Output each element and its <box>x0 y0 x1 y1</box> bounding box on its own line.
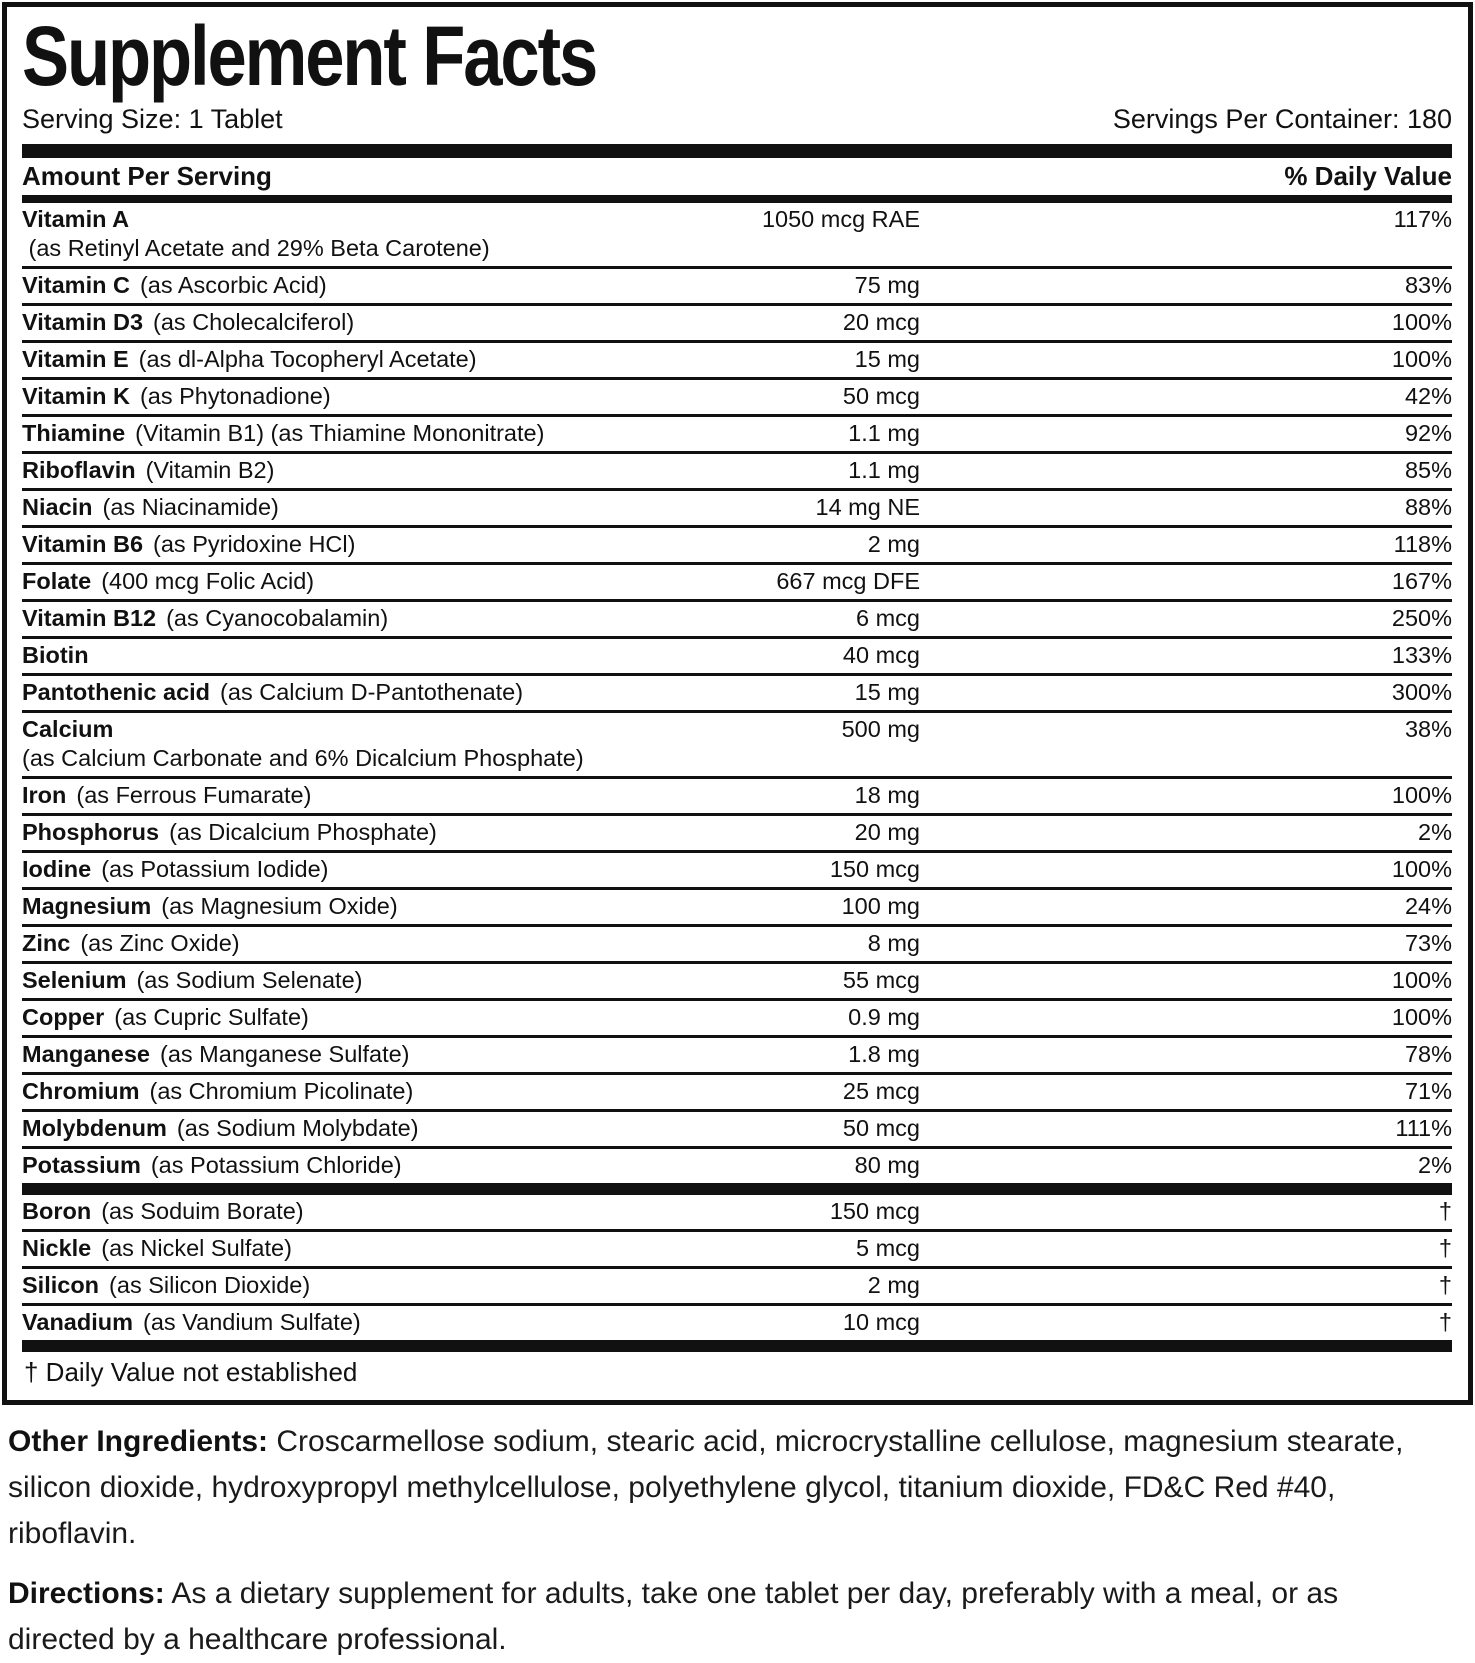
nutrient-name: Vitamin A <box>22 206 130 232</box>
nutrient-daily-value: † <box>1438 1272 1452 1298</box>
nutrient-detail: (as Cyanocobalamin) <box>166 605 389 631</box>
daily-value-header: % Daily Value <box>1284 161 1452 191</box>
nutrient-detail: (400 mcg Folic Acid) <box>101 568 315 594</box>
nutrient-name: Zinc <box>22 930 71 956</box>
nutrient-name: Manganese <box>22 1041 150 1067</box>
nutrient-amount: 15 mg <box>854 346 920 372</box>
nutrient-detail: (as Cholecalciferol) <box>153 309 355 335</box>
nutrient-amount: 667 mcg DFE <box>776 568 920 594</box>
other-ingredients-label: Other Ingredients: <box>8 1425 269 1458</box>
nutrient-name: Folate <box>22 568 92 594</box>
nutrient-detail: (as Cupric Sulfate) <box>114 1004 309 1030</box>
nutrient-name: Molybdenum <box>22 1115 167 1141</box>
nutrient-amount: 14 mg NE <box>815 494 920 520</box>
divider-bar-medium <box>22 195 1452 203</box>
nutrient-daily-value: 100% <box>1391 967 1452 993</box>
nutrient-detail: (as Dicalcium Phosphate) <box>169 819 437 845</box>
nutrient-daily-value: 83% <box>1404 272 1452 298</box>
nutrient-daily-value: 2% <box>1418 1152 1452 1178</box>
nutrient-daily-value: 73% <box>1404 930 1452 956</box>
nutrient-row <box>22 1303 1452 1340</box>
nutrient-amount: 1.1 mg <box>848 457 920 483</box>
nutrient-amount: 25 mcg <box>842 1078 920 1104</box>
nutrient-row <box>22 961 1452 998</box>
nutrient-amount: 18 mg <box>854 782 920 808</box>
nutrient-name: Silicon <box>22 1272 100 1298</box>
nutrient-name: Pantothenic acid <box>22 679 211 705</box>
nutrient-amount: 8 mg <box>867 930 920 956</box>
nutrient-daily-value: 38% <box>1404 716 1452 742</box>
nutrient-amount: 6 mcg <box>856 605 920 631</box>
nutrient-row <box>22 813 1452 850</box>
nutrient-row <box>22 850 1452 887</box>
nutrient-detail: (as Calcium D-Pantothenate) <box>220 679 524 705</box>
nutrient-amount: 20 mg <box>854 819 920 845</box>
nutrient-detail: (as Soduim Borate) <box>101 1198 304 1224</box>
nutrient-detail: (as Pyridoxine HCl) <box>153 531 356 557</box>
nutrient-detail: (as Sodium Selenate) <box>136 967 363 993</box>
nutrient-daily-value: 42% <box>1404 383 1452 409</box>
nutrient-name: Chromium <box>22 1078 140 1104</box>
nutrient-daily-value: † <box>1438 1198 1452 1224</box>
nutrient-daily-value: 300% <box>1391 679 1452 705</box>
nutrient-detail: (as dl-Alpha Tocopheryl Acetate) <box>138 346 477 372</box>
nutrient-name: Boron <box>22 1198 92 1224</box>
nutrient-rows-main <box>22 203 1452 1183</box>
nutrient-row <box>22 1035 1452 1072</box>
nutrient-daily-value: 133% <box>1391 642 1452 668</box>
nutrient-amount: 40 mcg <box>842 642 920 668</box>
serving-info <box>22 97 1452 144</box>
nutrient-name: Selenium <box>22 967 127 993</box>
nutrient-detail: (as Vandium Sulfate) <box>143 1309 361 1335</box>
nutrient-name: Vitamin K <box>22 383 130 409</box>
nutrient-daily-value: 111% <box>1395 1115 1452 1141</box>
nutrient-detail: (as Magnesium Oxide) <box>161 893 398 919</box>
nutrient-amount: 10 mcg <box>842 1309 920 1335</box>
nutrient-name: Vitamin B12 <box>22 605 157 631</box>
nutrient-row <box>22 525 1452 562</box>
nutrient-daily-value: 100% <box>1391 1004 1452 1030</box>
nutrient-name: Calcium <box>22 716 114 742</box>
nutrient-amount: 100 mg <box>841 893 920 919</box>
nutrient-name: Phosphorus <box>22 819 160 845</box>
directions-label: Directions: <box>8 1577 165 1610</box>
nutrient-amount: 2 mg <box>867 1272 920 1298</box>
nutrient-row <box>22 1266 1452 1303</box>
nutrient-row <box>22 451 1452 488</box>
nutrient-row <box>22 887 1452 924</box>
nutrient-row <box>22 340 1452 377</box>
nutrient-row <box>22 414 1452 451</box>
nutrient-amount: 75 mg <box>854 272 920 298</box>
nutrient-name: Riboflavin <box>22 457 136 483</box>
nutrient-daily-value: 100% <box>1391 782 1452 808</box>
nutrient-daily-value: † <box>1438 1309 1452 1335</box>
nutrient-detail: (as Chromium Picolinate) <box>149 1078 414 1104</box>
directions-text: As a dietary supplement for adults, take one tablet per day, preferably with a meal, or as directed by a healthcare professional. <box>8 1577 1339 1656</box>
nutrient-detail: (as Nickel Sulfate) <box>101 1235 292 1261</box>
nutrient-rows-trace <box>22 1195 1452 1340</box>
nutrient-amount: 80 mg <box>854 1152 920 1178</box>
nutrient-amount: 1050 mcg RAE <box>761 206 920 232</box>
nutrient-name: Vitamin E <box>22 346 129 372</box>
nutrient-amount: 5 mcg <box>856 1235 920 1261</box>
nutrient-row <box>22 303 1452 340</box>
nutrient-daily-value: 118% <box>1393 531 1452 557</box>
nutrient-detail: (as Phytonadione) <box>139 383 331 409</box>
nutrient-name: Nickle <box>22 1235 92 1261</box>
page-title: Supplement Facts <box>22 9 597 103</box>
nutrient-amount: 50 mcg <box>842 383 920 409</box>
nutrient-row <box>22 673 1452 710</box>
nutrient-daily-value: 117% <box>1393 206 1452 232</box>
nutrient-amount: 0.9 mg <box>848 1004 920 1030</box>
other-ingredients-paragraph <box>8 1419 1409 1557</box>
nutrient-row <box>22 1072 1452 1109</box>
nutrient-sub-detail: (as Retinyl Acetate and 29% Beta Carotene) <box>22 235 490 261</box>
nutrient-name: Vitamin C <box>22 272 130 298</box>
nutrient-row <box>22 203 1452 266</box>
nutrient-detail: (as Potassium Chloride) <box>150 1152 402 1178</box>
other-ingredients-text: Croscarmellose sodium, stearic acid, microcrystalline cellulose, magnesium stearate, silicon dioxide, hydroxypropyl methylcellulose, polyethylene glycol, titanium dioxide, FD&C Red #40, riboflavin. <box>8 1425 1404 1550</box>
nutrient-name: Iron <box>22 782 67 808</box>
divider-bar-thick <box>22 144 1452 158</box>
nutrient-name: Iodine <box>22 856 92 882</box>
nutrient-detail: (as Ferrous Fumarate) <box>76 782 312 808</box>
nutrient-detail: (as Manganese Sulfate) <box>160 1041 410 1067</box>
nutrient-detail: (as Potassium Iodide) <box>101 856 329 882</box>
nutrient-detail: (as Silicon Dioxide) <box>109 1272 311 1298</box>
nutrient-name: Magnesium <box>22 893 152 919</box>
nutrient-row <box>22 266 1452 303</box>
nutrient-daily-value: 2% <box>1418 819 1452 845</box>
servings-per-container: Servings Per Container: 180 <box>1112 104 1452 134</box>
table-header <box>22 158 1452 195</box>
nutrient-row <box>22 636 1452 673</box>
nutrient-amount: 1.8 mg <box>848 1041 920 1067</box>
amount-per-serving-header: Amount Per Serving <box>22 161 272 191</box>
section-divider <box>22 1340 1452 1352</box>
nutrient-amount: 150 mcg <box>829 1198 920 1224</box>
nutrient-name: Copper <box>22 1004 105 1030</box>
daily-value-footnote: † Daily Value not established <box>24 1357 358 1387</box>
nutrient-row <box>22 488 1452 525</box>
nutrient-amount: 50 mcg <box>842 1115 920 1141</box>
nutrient-name: Vitamin B6 <box>22 531 144 557</box>
nutrient-name: Vanadium <box>22 1309 134 1335</box>
nutrient-row <box>22 924 1452 961</box>
nutrient-daily-value: 85% <box>1404 457 1452 483</box>
nutrient-row <box>22 1229 1452 1266</box>
nutrient-amount: 15 mg <box>854 679 920 705</box>
nutrient-daily-value: † <box>1438 1235 1452 1261</box>
nutrient-name: Thiamine <box>22 420 126 446</box>
nutrient-daily-value: 167% <box>1391 568 1452 594</box>
serving-size: Serving Size: 1 Tablet <box>22 104 283 134</box>
nutrient-row <box>22 710 1452 776</box>
nutrient-row <box>22 776 1452 813</box>
nutrient-daily-value: 92% <box>1404 420 1452 446</box>
nutrient-row <box>22 1146 1452 1183</box>
nutrient-amount: 2 mg <box>867 531 920 557</box>
nutrient-daily-value: 100% <box>1391 309 1452 335</box>
nutrient-amount: 55 mcg <box>842 967 920 993</box>
nutrient-daily-value: 250% <box>1391 605 1452 631</box>
supplement-facts-panel <box>2 2 1473 1405</box>
nutrient-detail: (Vitamin B2) <box>145 457 275 483</box>
nutrient-daily-value: 78% <box>1404 1041 1452 1067</box>
section-divider <box>22 1183 1452 1195</box>
nutrient-row <box>22 1195 1452 1229</box>
nutrient-row <box>22 562 1452 599</box>
nutrient-detail: (Vitamin B1) (as Thiamine Mononitrate) <box>135 420 545 446</box>
nutrient-detail: (as Sodium Molybdate) <box>176 1115 419 1141</box>
nutrient-amount: 20 mcg <box>842 309 920 335</box>
nutrient-name: Vitamin D3 <box>22 309 144 335</box>
nutrient-row <box>22 599 1452 636</box>
nutrient-daily-value: 100% <box>1391 346 1452 372</box>
directions-paragraph <box>8 1571 1409 1663</box>
nutrient-detail: (as Zinc Oxide) <box>80 930 240 956</box>
nutrient-row <box>22 377 1452 414</box>
nutrient-amount: 1.1 mg <box>848 420 920 446</box>
nutrient-amount: 150 mcg <box>829 856 920 882</box>
nutrient-name: Niacin <box>22 494 93 520</box>
nutrient-daily-value: 100% <box>1391 856 1452 882</box>
nutrient-sub-detail: (as Calcium Carbonate and 6% Dicalcium Phosphate) <box>22 745 584 771</box>
nutrient-daily-value: 71% <box>1404 1078 1452 1104</box>
nutrient-detail: (as Niacinamide) <box>102 494 279 520</box>
nutrient-row <box>22 1109 1452 1146</box>
nutrient-detail: (as Ascorbic Acid) <box>139 272 327 298</box>
nutrient-amount: 500 mg <box>841 716 920 742</box>
nutrient-name: Potassium <box>22 1152 141 1178</box>
nutrient-daily-value: 88% <box>1404 494 1452 520</box>
nutrient-row <box>22 998 1452 1035</box>
nutrient-name: Biotin <box>22 642 89 668</box>
nutrient-daily-value: 24% <box>1404 893 1452 919</box>
